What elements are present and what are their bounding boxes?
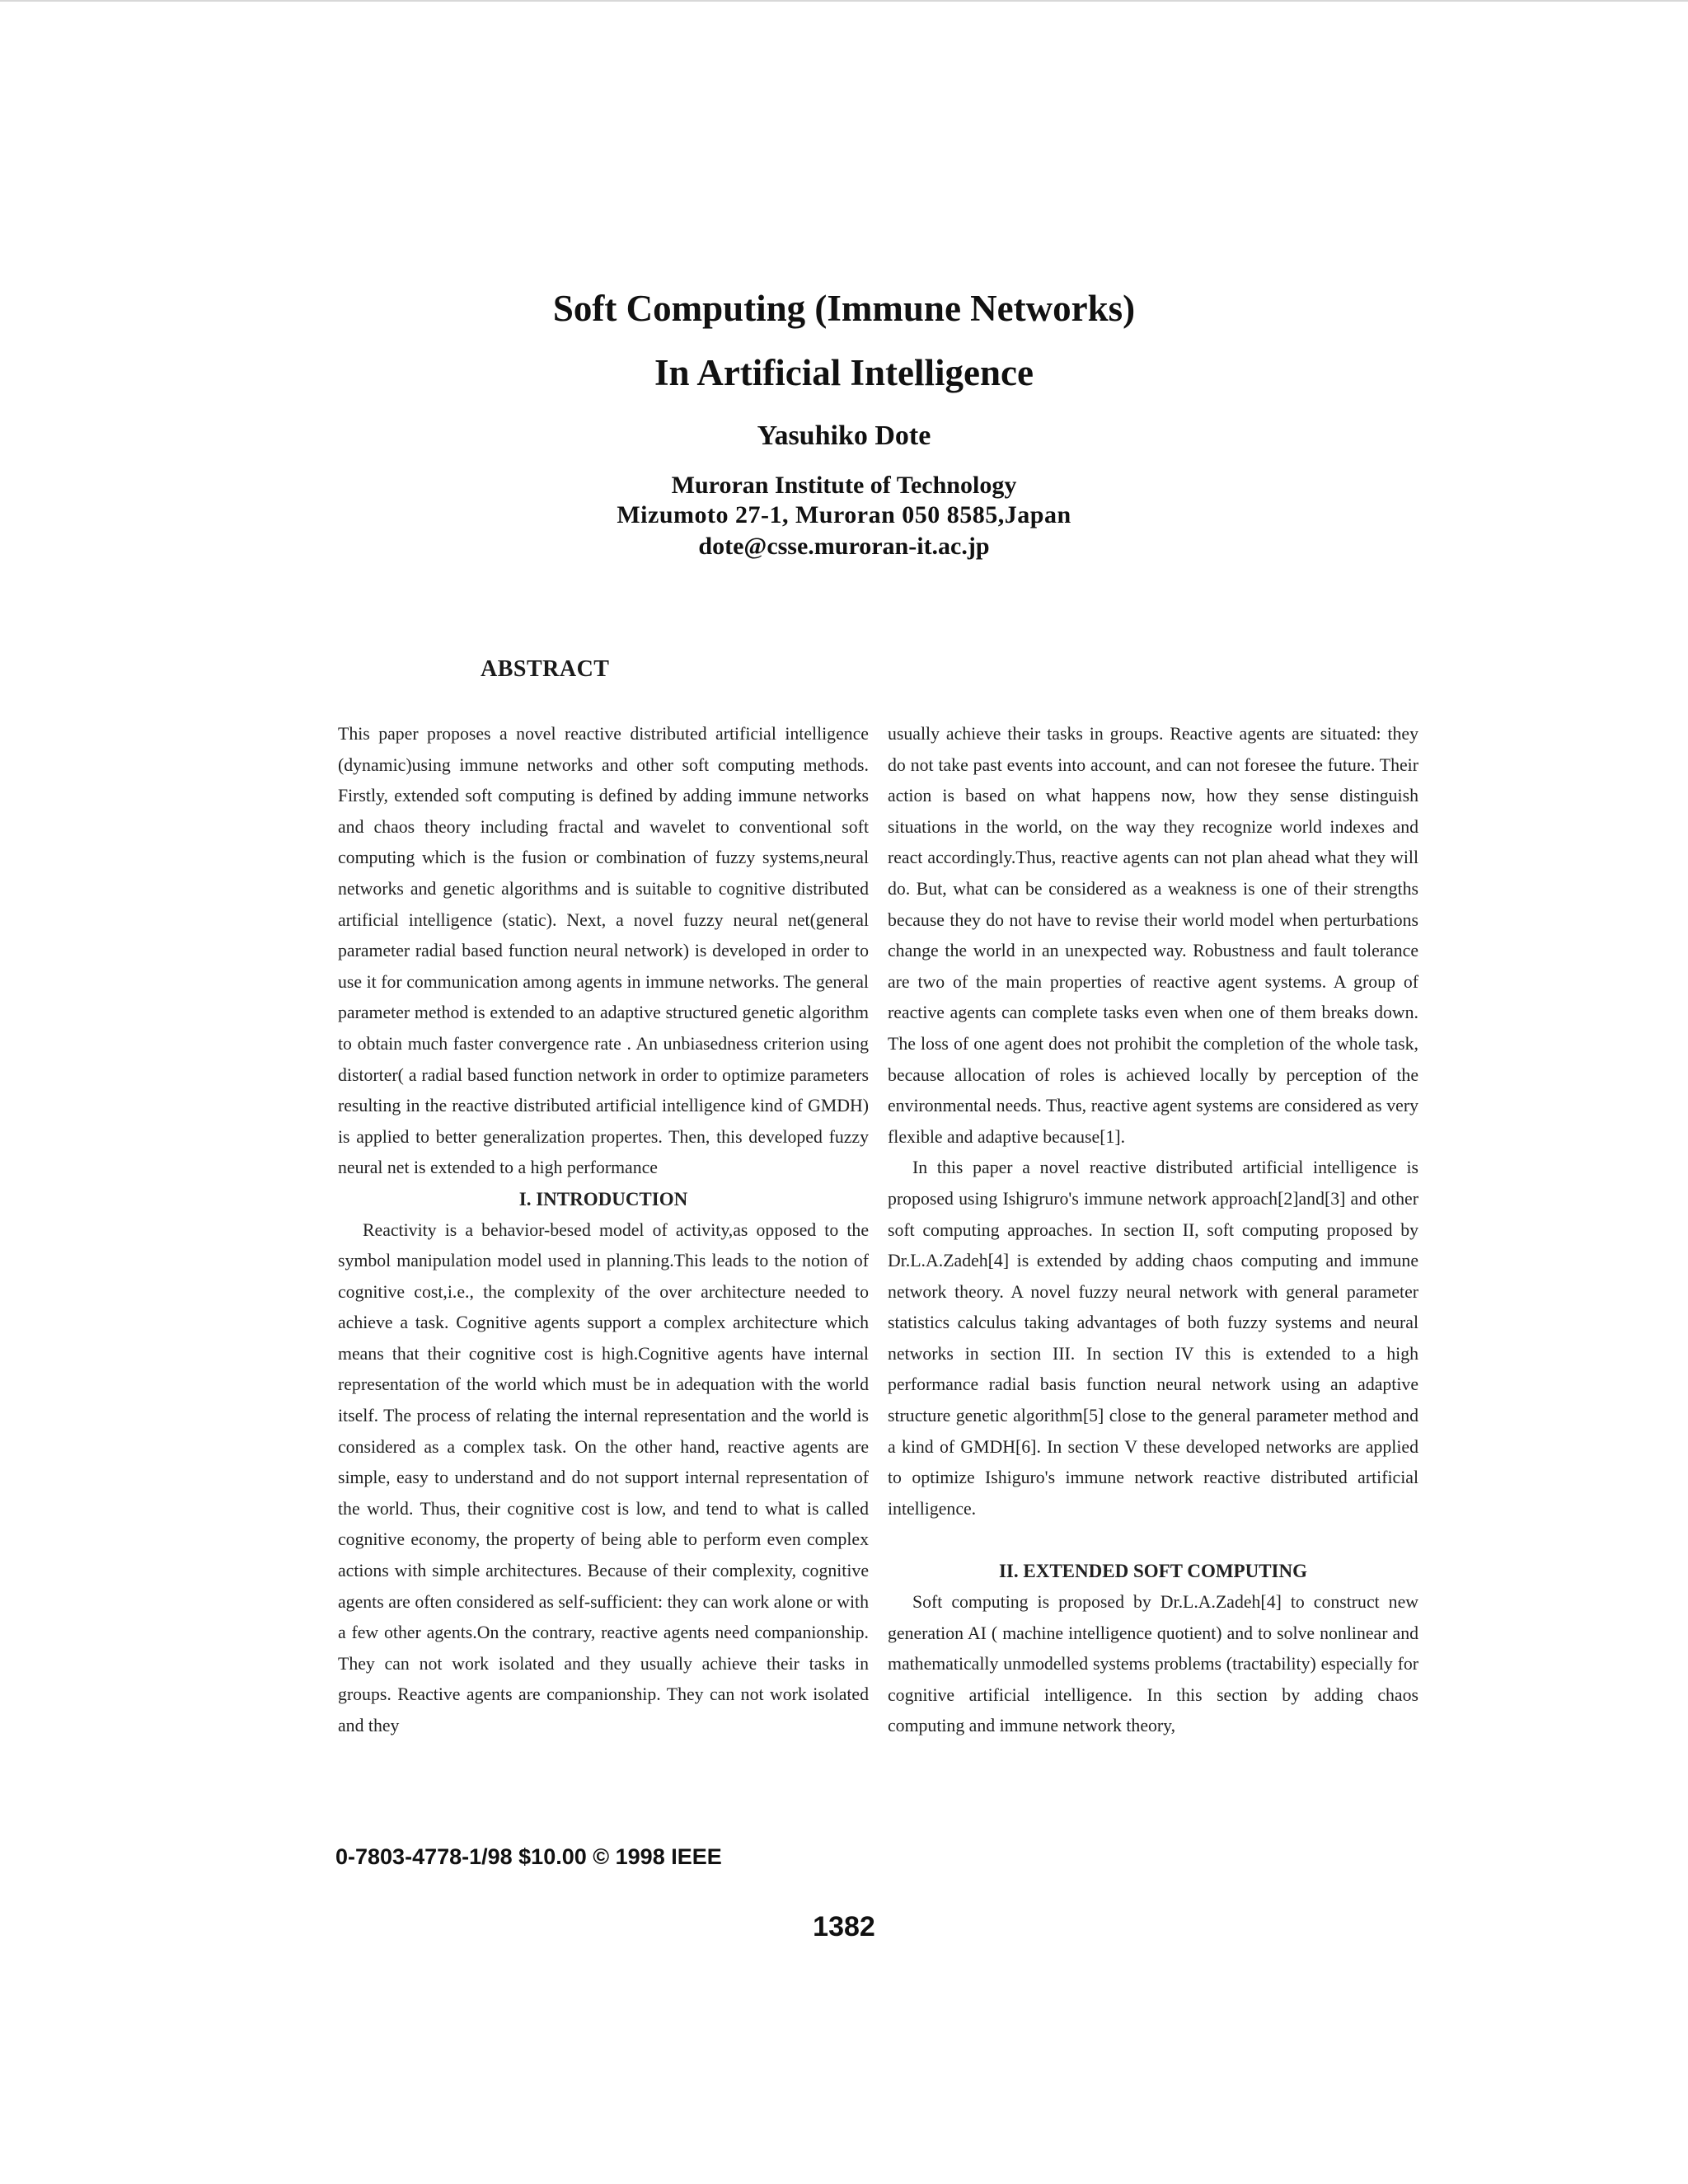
author-name: Yasuhiko Dote	[757, 420, 931, 451]
section-2-heading: II. EXTENDED SOFT COMPUTING	[998, 1561, 1308, 1582]
introduction-paragraph-2: In this paper a novel reactive distributed artificial intelligence is proposed using Ishigruro's immune network approach[2]and[3] and other soft computing approaches. In section II, soft computing proposed by Dr.L.A.Zadeh[4] is extended by adding chaos computing and immune network theory. A novel fuzzy neural network with general parameter statistics calculus taking advantages of both fuzzy systems and neural networks in section III. In section IV this is extended to a high performance radial basis function neural network using an adaptive structure genetic algorithm[5] close to the general parameter method and a kind of GMDH[6]. In section V these developed networks are applied to optimize Ishiguro's immune network reactive distributed artificial intelligence.	[888, 1158, 1418, 1519]
left-column	[338, 719, 869, 1742]
abstract-heading: ABSTRACT	[481, 656, 610, 682]
section-2-paragraph-1: Soft computing is proposed by Dr.L.A.Zadeh[4] to construct new generation AI ( machine intelligence quotient) and to solve nonlinear and mathematically unmodelled systems problems (tractability) especially for cognitive artificial intelligence. In this section by adding chaos computing and immune network theory,	[888, 1592, 1418, 1736]
affiliation-address: Mizumoto 27-1, Muroran 050 8585,Japan	[617, 501, 1071, 528]
introduction-heading: I. INTRODUCTION	[518, 1188, 688, 1209]
page-number: 1382	[813, 1911, 875, 1942]
copyright-notice: 0-7803-4778-1/98 $10.00 © 1998 IEEE	[335, 1844, 722, 1869]
affiliation-institution: Muroran Institute of Technology	[671, 472, 1017, 499]
abstract-text: This paper proposes a novel reactive distributed artificial intelligence (dynamic)using immune networks and other soft computing methods. Firstly, extended soft computing is defined by adding immune networks and chaos theory including fractal and wavelet to conventional soft computing which is the fusion or combination of fuzzy systems,neural networks and genetic algorithms and is suitable to cognitive distributed artificial intelligence (static). Next, a novel fuzzy neural net(general parameter radial based function neural network) is developed in order to use it for communication among agents in immune networks. The general parameter method is extended to an adaptive structured genetic algorithm to obtain much faster convergence rate . An unbiasedness criterion using distorter( a radial based function network in order to optimize parameters resulting in the reactive distributed artificial intelligence kind of GMDH) is applied to better generalization propertes. Then, this developed fuzzy neural net is extended to a high performance	[338, 724, 869, 1178]
introduction-paragraph-1: Reactivity is a behavior-besed model of activity,as opposed to the symbol manipulation model used in planning.This leads to the notion of cognitive cost,i.e., the complexity of the over architecture needed to achieve a task. Cognitive agents support a complex architecture which means that their cognitive cost is high.Cognitive agents have internal representation of the world which must be in adequation with the world itself. The process of relating the internal representation and the world is considered as a complex task. On the other hand, reactive agents are simple, easy to understand and do not support internal representation of the world. Thus, their cognitive cost is low, and tend to what is called cognitive economy, the property of being able to perform even complex actions with simple architectures. Because of their complexity, cognitive agents are often considered as self-sufficient: they can work alone or with a few other agents.On the contrary, reactive agents need companionship. They can not work isolated and they usually achieve their tasks in groups. Reactive agents are companionship. They can not work isolated and they	[338, 1219, 869, 1735]
paper-title-line-1: Soft Computing (Immune Networks)	[552, 288, 1136, 329]
section-spacer	[888, 1524, 1418, 1556]
paper-title-line-2: In Artificial Intelligence	[654, 352, 1034, 393]
right-column	[888, 719, 1418, 1742]
author-email: dote@csse.muroran-it.ac.jp	[698, 533, 990, 560]
introduction-paragraph-1-continued: usually achieve their tasks in groups. Reactive agents are situated: they do not take past events into account, and can not foresee the future. Their action is based on what happens now, how they sense distinguish situations in the world, on the way they recognize world indexes and react accordingly.Thus, reactive agents can not plan ahead what they will do. But, what can be considered as a weakness is one of their strengths because they do not have to revise their world model when perturbations change the world in an unexpected way. Robustness and fault tolerance are two of the main properties of reactive agent systems. A group of reactive agents can complete tasks even when one of them breaks down. The loss of one agent does not prohibit the completion of the whole task, because allocation of roles is achieved locally by perception of the environmental needs. Thus, reactive agent systems are considered as very flexible and adaptive because[1].	[888, 724, 1418, 1147]
top-border	[0, 0, 1688, 2]
